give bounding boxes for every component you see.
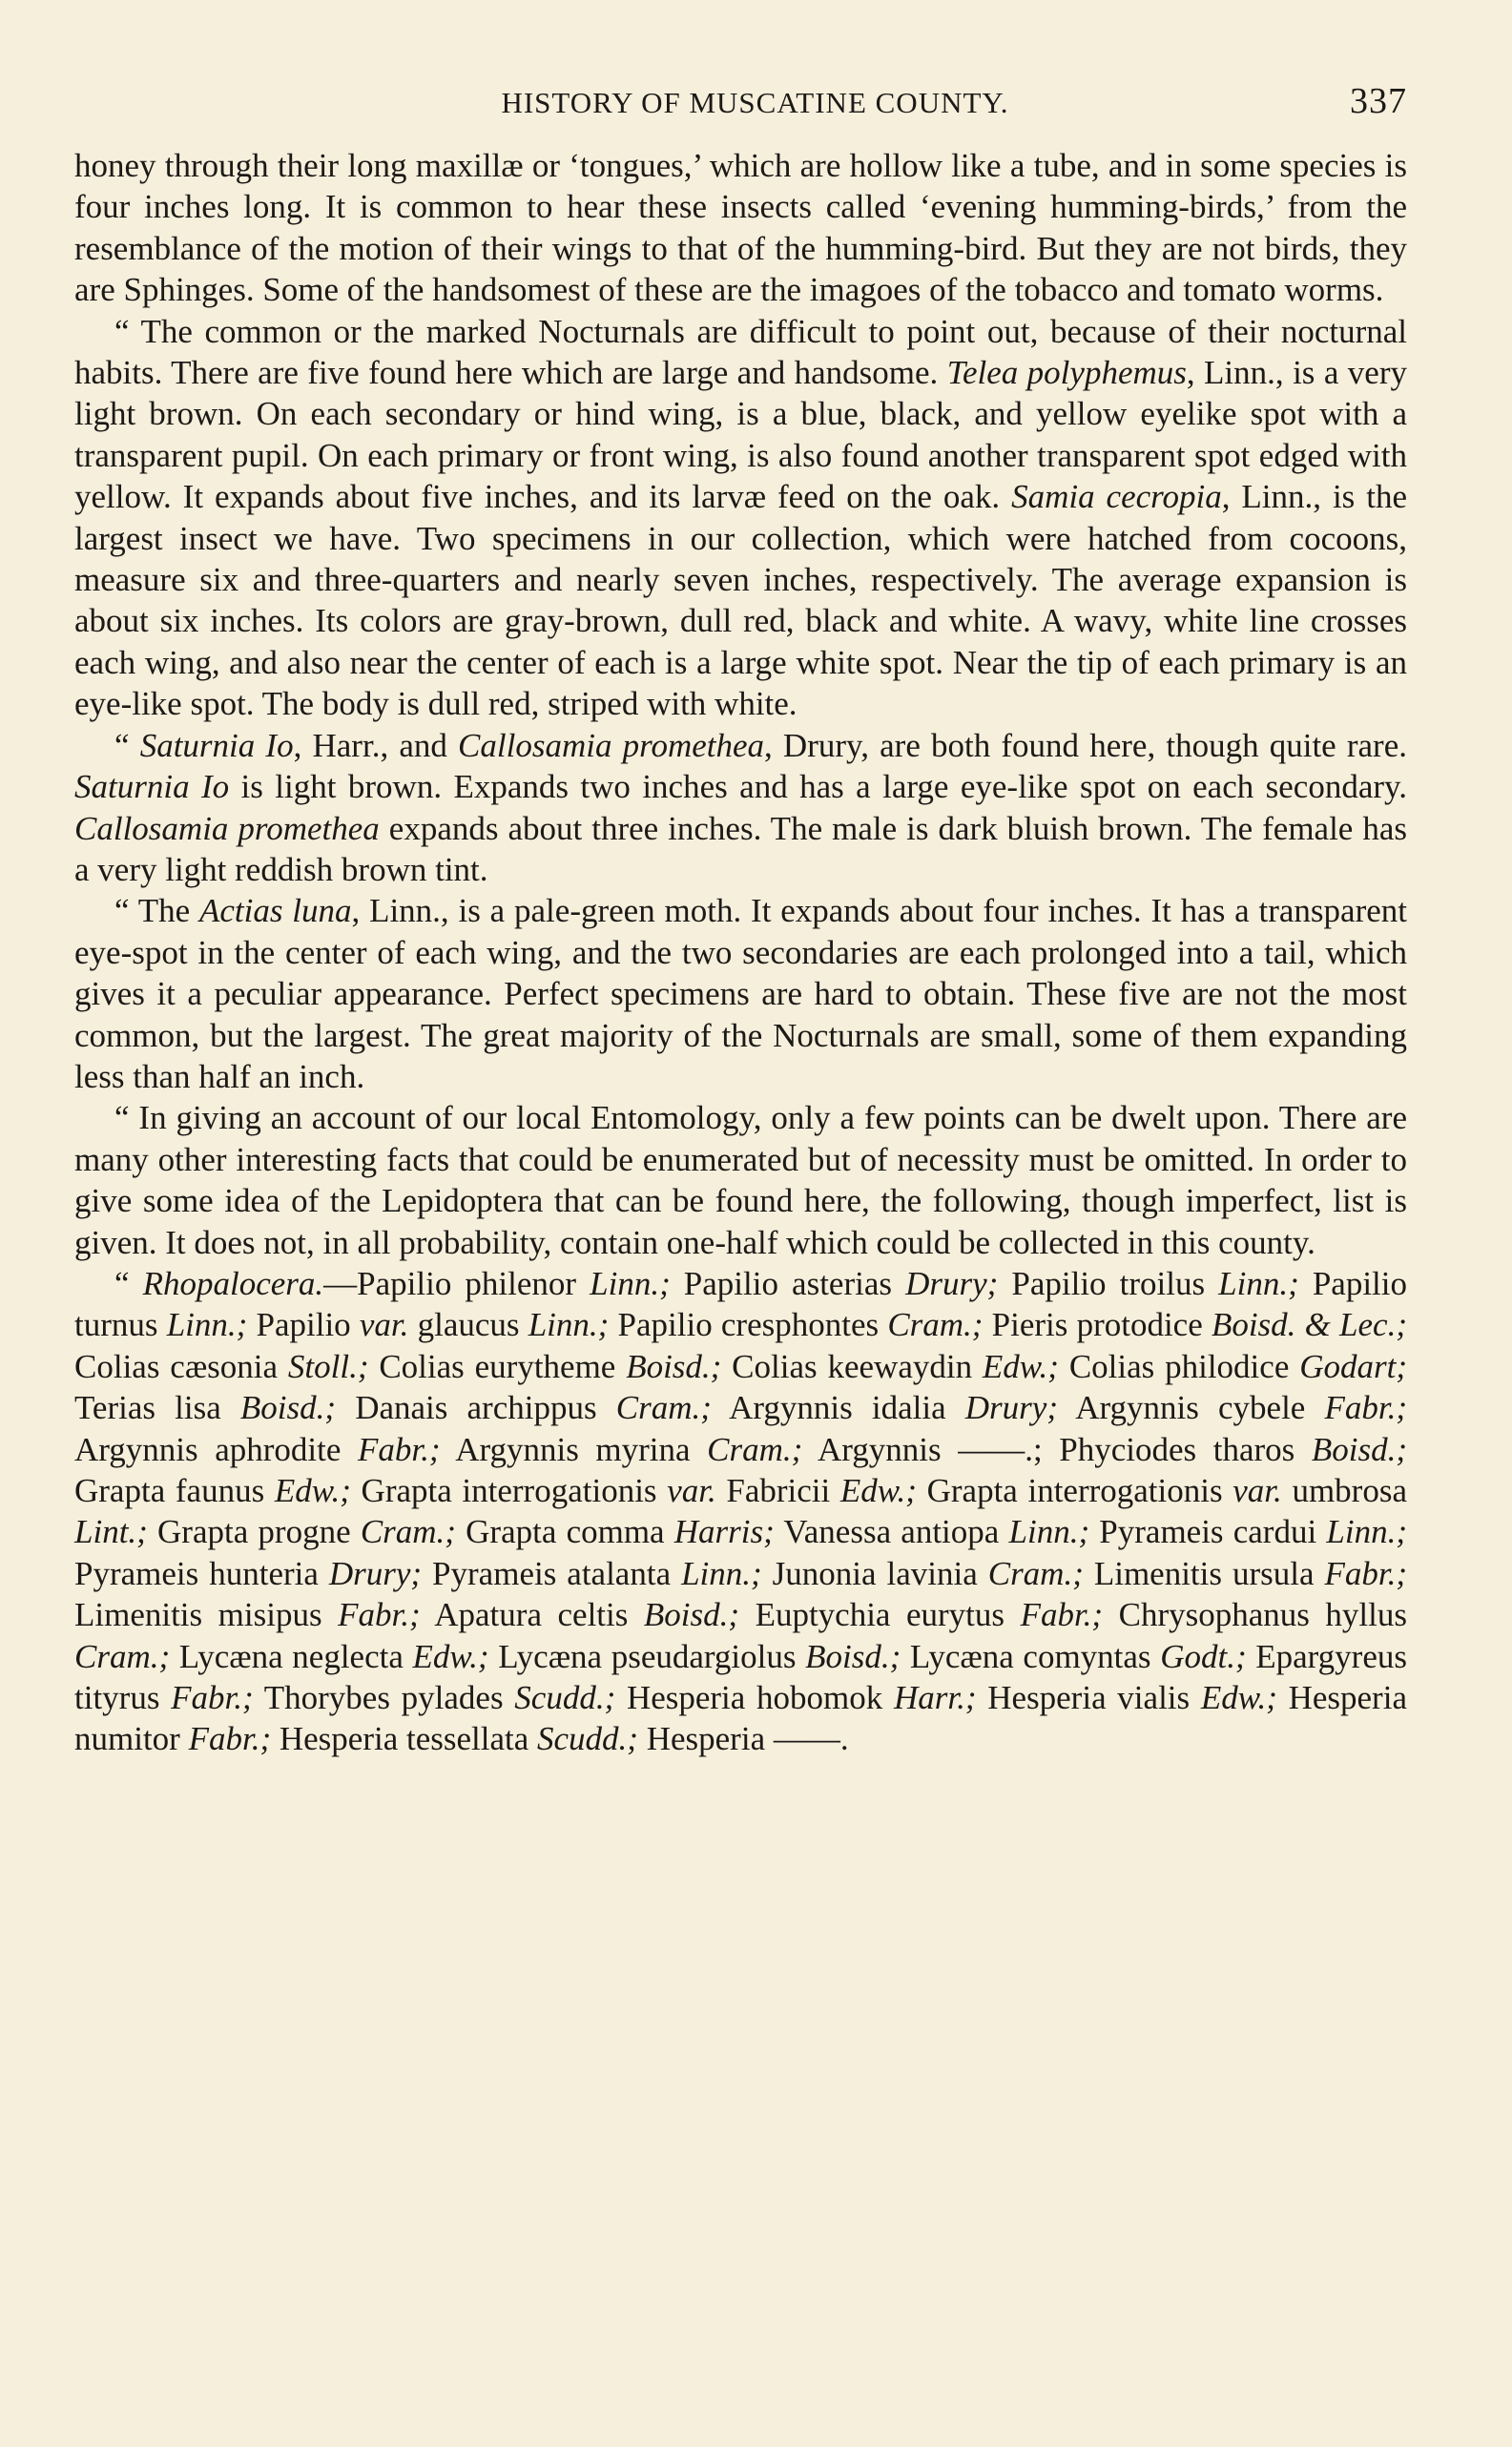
italic-text: Scudd.; [514, 1679, 616, 1717]
italic-text: Callosamia promethea [74, 809, 380, 847]
italic-text: Fabr.; [188, 1720, 272, 1758]
italic-text: Drury; [328, 1554, 423, 1592]
italic-text: Harris; [673, 1513, 775, 1551]
text-run: Papilio asterias [670, 1264, 906, 1302]
italic-text: Linn.; [590, 1264, 671, 1302]
text-run: Epargyreus tityrus [74, 1637, 1407, 1717]
text-run: Chrysophanus hyllus [1103, 1596, 1407, 1634]
italic-text: var. [667, 1472, 716, 1509]
italic-text: Boisd.; [626, 1347, 722, 1385]
italic-text: Lint.; [74, 1513, 148, 1551]
italic-text: Stoll.; [287, 1347, 369, 1385]
italic-text: Cram.; [987, 1554, 1084, 1592]
italic-text: Godt.; [1160, 1637, 1247, 1675]
text-run: Hesperia hobomok [615, 1679, 894, 1717]
text-run: Colias eurytheme [368, 1347, 627, 1385]
text-run: Lycæna pseudargiolus [488, 1637, 806, 1675]
text-run: honey through their long maxillæ or ‘tongues,’ which are hollow like a tube, and in some species is four inches long. It is common to hear these insects called ‘evening humming-birds,’ from the resemblance of the motion of their wings to that of the humming-bird. But they are not birds, they are Sphinges. Some of the handsomest of these are the imagoes of the tobacco and tomato worms. [74, 147, 1407, 309]
italic-text: Edw.; [274, 1472, 351, 1509]
text-run: Vanessa antiopa [774, 1513, 1009, 1551]
text-run: Danais archippus [336, 1389, 616, 1427]
text-run: Apatura celtis [420, 1596, 644, 1634]
text-run: expands about three inches. The male is dark bluish brown. The female has a very light reddish brown tint. [74, 809, 1407, 888]
italic-text: Boisd.; [1311, 1430, 1407, 1468]
text-run: Grapta comma [455, 1513, 674, 1551]
italic-text: Linn.; [528, 1306, 610, 1344]
italic-text: Edw.; [412, 1637, 489, 1675]
text-run: Hesperia tessellata [271, 1720, 538, 1758]
text-run: Colias keewaydin [721, 1347, 983, 1385]
text-run: , Harr., and [293, 726, 459, 764]
text-run: Argynnis aphrodite [74, 1430, 358, 1468]
paragraph [74, 145, 1407, 311]
text-run: Papilio troilus [998, 1264, 1219, 1302]
text-run: Grapta interrogationis [916, 1472, 1233, 1509]
text-run: glaucus [408, 1306, 528, 1344]
text-run: Pyrameis hunteria [74, 1554, 329, 1592]
paragraph [74, 1097, 1407, 1263]
italic-text: Fabr.; [171, 1679, 254, 1717]
text-run: “ [114, 726, 140, 764]
text-run: is light brown. Expands two inches and has a large eye-like spot on each secondary. [229, 768, 1407, 806]
text-run: Terias lisa [74, 1389, 240, 1427]
text-run: Pyrameis cardui [1089, 1513, 1327, 1551]
italic-text: Linn.; [1218, 1264, 1299, 1302]
italic-text: Actias luna [198, 892, 352, 930]
paragraph [74, 1263, 1407, 1760]
italic-text: var. [359, 1306, 409, 1344]
italic-text: Linn.; [681, 1554, 762, 1592]
text-run: umbrosa [1281, 1472, 1407, 1509]
italic-text: Cram.; [360, 1513, 456, 1551]
paragraph [74, 311, 1407, 725]
text-run: Argynnis myrina [440, 1430, 708, 1468]
text-run: Colias cæsonia [74, 1347, 288, 1385]
italic-text: Boisd.; [239, 1389, 337, 1427]
italic-text: Scudd.; [537, 1720, 638, 1758]
italic-text: Rhopalocera. [142, 1264, 324, 1302]
italic-text: Saturnia Io [139, 726, 294, 764]
italic-text: Fabr.; [358, 1430, 441, 1468]
italic-text: Edw.; [982, 1347, 1059, 1385]
italic-text: Boisd. & Lec.; [1211, 1306, 1407, 1344]
text-run: Grapta interrogationis [350, 1472, 668, 1509]
text-run: , Linn., is the largest insect we have. Two specimens in our collection, which were hatched from cocoons, measure six and three-quarters and nearly seven inches, respectively. The average expansion is about six inches. Its colors are gray-brown, dull red, black and white. A wavy, white line crosses each wing, and also near the center of each is a large white spot. Near the tip of each primary is an eye-like spot. The body is dull red, striped with white. [74, 478, 1408, 723]
text-run: —Papilio philenor [323, 1264, 590, 1302]
text-run: , Linn., is a very light brown. On each secondary or hind wing, is a blue, black, and yellow eyelike spot with a transparent pupil. On each primary or front wing, is also found another transparent spot edged with yellow. It expands about five inches, and its larvæ feed on the oak. [74, 354, 1407, 516]
italic-text: Samia cecropia [1011, 478, 1222, 516]
text-run: Grapta progne [147, 1513, 361, 1551]
italic-text: Godart; [1299, 1347, 1407, 1385]
running-header [74, 80, 1407, 137]
text-run: Lycæna neglecta [170, 1637, 413, 1675]
text-run: Argynnis idalia [711, 1389, 965, 1427]
italic-text: Cram.; [615, 1389, 712, 1427]
italic-text: Fabr.; [338, 1596, 421, 1634]
italic-text: Drury; [964, 1389, 1058, 1427]
body-text [74, 145, 1407, 1760]
text-run: Junonia lavinia [761, 1554, 988, 1592]
text-run: Hesperia numitor [74, 1679, 1407, 1758]
italic-text: Fabr.; [1020, 1596, 1104, 1634]
text-run: Thorybes pylades [253, 1679, 515, 1717]
text-run: Limenitis ursula [1083, 1554, 1325, 1592]
italic-text: var. [1232, 1472, 1282, 1509]
italic-text: Boisd.; [805, 1637, 901, 1675]
text-run: Pieris protodice [983, 1306, 1212, 1344]
text-run: Argynnis cybele [1058, 1389, 1325, 1427]
italic-text: Callosamia promethea [458, 726, 765, 764]
italic-text: Fabr.; [1324, 1389, 1407, 1427]
italic-text: Fabr.; [1324, 1554, 1407, 1592]
text-run: Grapta faunus [74, 1472, 275, 1509]
text-run: Limenitis misipus [74, 1596, 339, 1634]
running-title: HISTORY OF MUSCATINE COUNTY. [501, 86, 1009, 119]
text-run: “ In giving an account of our local Entomology, only a few points can be dwelt upon. There are many other interesting facts that could be enumerated but of necessity must be omitted. In order to give some idea of the Lepidoptera that can be found here, the following, though imperfect, list is given. It does not, in all probability, contain one-half which could be collected in this county. [74, 1099, 1407, 1261]
italic-text: Edw.; [1200, 1679, 1277, 1717]
text-run: Lycæna comyntas [901, 1637, 1161, 1675]
text-run: Colias philodice [1058, 1347, 1300, 1385]
text-run: Hesperia ——. [637, 1720, 849, 1758]
text-run: Papilio [247, 1306, 360, 1344]
italic-text: Linn.; [166, 1306, 248, 1344]
italic-text: Cram.; [707, 1430, 803, 1468]
text-run: “ The common or the marked Nocturnals are difficult to point out, because of their nocturnal habits. There are five found here which are large and handsome. [74, 312, 1407, 392]
italic-text: Linn.; [1008, 1513, 1090, 1551]
italic-text: Harr.; [893, 1679, 977, 1717]
text-run: “ The [114, 892, 199, 930]
text-run: , Linn., is a pale-green moth. It expands about four inches. It has a transparent eye-spot in the center of each wing, and the two secondaries are each prolonged into a tail, which gives it a peculiar appearance. Perfect specimens are hard to obtain. These five are not the most common, but the largest. The great majority of the Nocturnals are small, some of them expanding less than half an inch. [74, 892, 1407, 1095]
text-run: Papilio cresphontes [609, 1306, 888, 1344]
italic-text: Edw.; [839, 1472, 917, 1509]
page-number: 337 [1350, 81, 1407, 121]
italic-text: Cram.; [74, 1637, 171, 1675]
italic-text: Drury; [905, 1264, 999, 1302]
text-run: “ [114, 1264, 143, 1302]
text-run: Hesperia vialis [976, 1679, 1201, 1717]
text-run: Papilio turnus [74, 1264, 1407, 1344]
italic-text: Telea polyphemus [946, 354, 1187, 392]
text-run: Euptychia eurytus [739, 1596, 1021, 1634]
paragraph [74, 890, 1407, 1097]
text-run: Pyrameis atalanta [422, 1554, 682, 1592]
text-run: , Drury, are both found here, though quite rare. [764, 726, 1407, 764]
text-run: Argynnis ——.; Phyciodes tharos [802, 1430, 1312, 1468]
italic-text: Linn.; [1326, 1513, 1407, 1551]
italic-text: Saturnia Io [74, 768, 230, 806]
italic-text: Cram.; [887, 1306, 984, 1344]
italic-text: Boisd.; [643, 1596, 740, 1634]
paragraph [74, 725, 1407, 891]
text-run: Fabricii [715, 1472, 840, 1509]
